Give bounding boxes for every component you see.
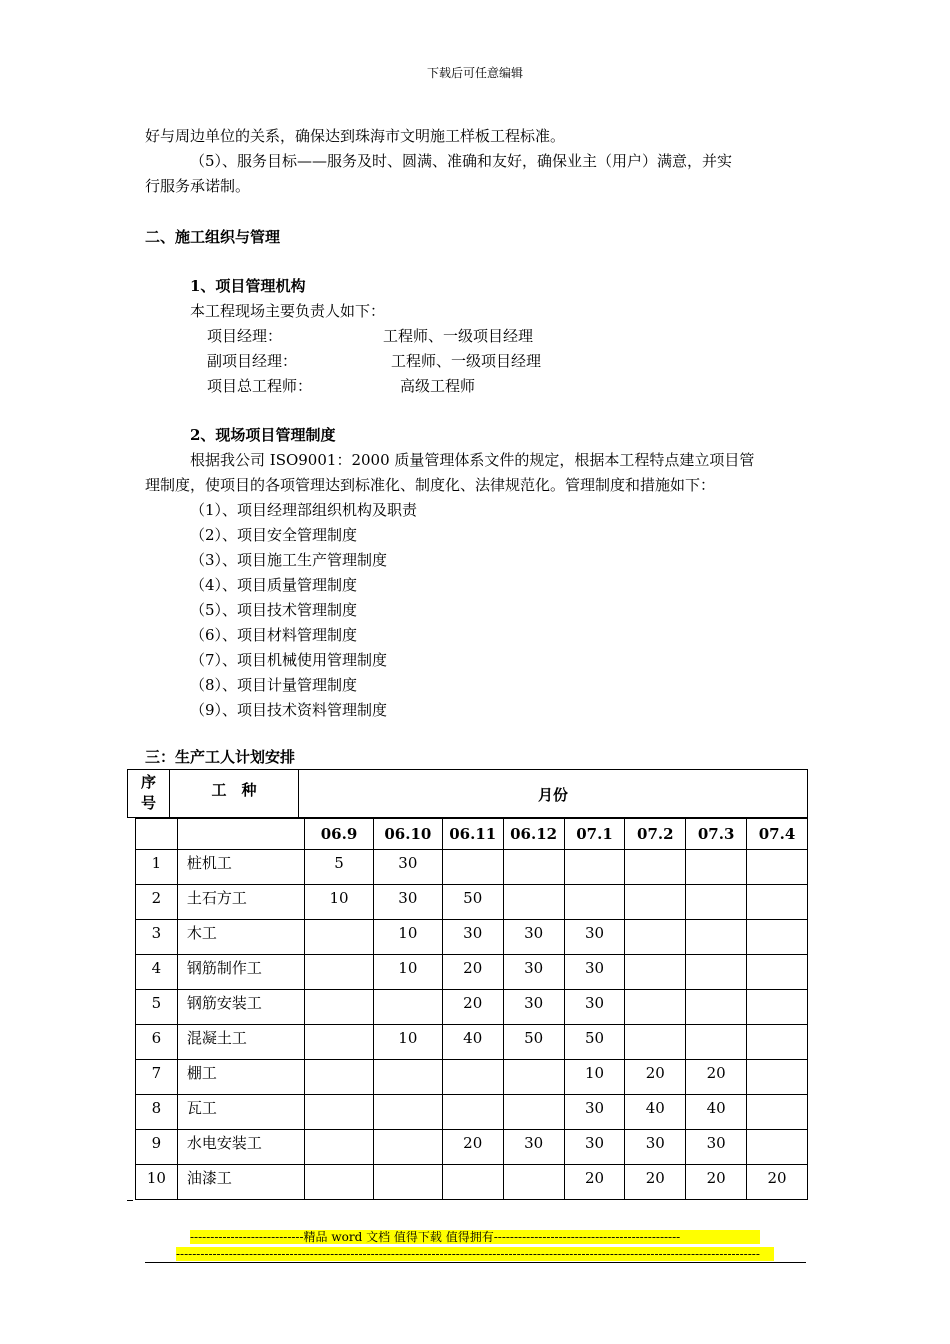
worker-count-cell bbox=[442, 1165, 503, 1200]
worker-count-cell: 10 bbox=[305, 885, 374, 920]
worker-count-cell: 40 bbox=[442, 1025, 503, 1060]
row-number: 6 bbox=[136, 1025, 178, 1060]
worker-count-cell: 20 bbox=[442, 1130, 503, 1165]
worker-count-cell: 10 bbox=[564, 1060, 625, 1095]
list-item: （7）、项目机械使用管理制度 bbox=[190, 651, 388, 669]
worker-count-cell bbox=[305, 1060, 374, 1095]
table-row bbox=[136, 1165, 808, 1200]
worker-count-cell: 30 bbox=[564, 955, 625, 990]
header-seq bbox=[128, 770, 170, 817]
table-row bbox=[136, 850, 808, 885]
worker-count-cell: 40 bbox=[686, 1095, 747, 1130]
worker-count-cell bbox=[747, 990, 808, 1025]
worker-count-cell bbox=[442, 1095, 503, 1130]
list-item: （6）、项目材料管理制度 bbox=[190, 626, 358, 644]
staff-role: 副项目经理： bbox=[207, 352, 298, 370]
list-item: （4）、项目质量管理制度 bbox=[190, 576, 358, 594]
worker-count-cell bbox=[442, 850, 503, 885]
work-type: 混凝土工 bbox=[177, 1025, 304, 1060]
footer-banner-line: ------------------------------------------------------------------------------------------------------------------------------------------------ bbox=[176, 1247, 774, 1261]
worker-count-cell bbox=[373, 990, 442, 1025]
paragraph-line: 行服务承诺制。 bbox=[145, 177, 251, 195]
worker-count-cell: 20 bbox=[625, 1165, 686, 1200]
staff-title: 高级工程师 bbox=[400, 377, 476, 395]
worker-count-cell: 20 bbox=[442, 990, 503, 1025]
month-header-cell: 06.12 bbox=[503, 819, 564, 850]
worker-count-cell: 30 bbox=[686, 1130, 747, 1165]
worker-count-cell bbox=[747, 920, 808, 955]
worker-count-cell bbox=[686, 1025, 747, 1060]
divider bbox=[127, 1200, 133, 1201]
paragraph-line: 好与周边单位的关系，确保达到珠海市文明施工样板工程标准。 bbox=[145, 127, 566, 145]
table-row bbox=[136, 1130, 808, 1165]
row-number: 10 bbox=[136, 1165, 178, 1200]
worker-count-cell: 20 bbox=[747, 1165, 808, 1200]
worker-count-cell: 20 bbox=[625, 1060, 686, 1095]
work-type: 水电安装工 bbox=[177, 1130, 304, 1165]
list-item: （9）、项目技术资料管理制度 bbox=[190, 701, 388, 719]
header-seq-line1: 序 bbox=[140, 773, 156, 791]
worker-count-cell bbox=[503, 1060, 564, 1095]
month-header-row bbox=[136, 819, 808, 850]
work-type: 桩机工 bbox=[177, 850, 304, 885]
work-type: 钢筋制作工 bbox=[177, 955, 304, 990]
paragraph-line: （5）、服务目标——服务及时、圆满、准确和友好，确保业主（用户）满意，并实 bbox=[190, 152, 733, 170]
worker-count-cell: 20 bbox=[564, 1165, 625, 1200]
worker-count-cell bbox=[686, 990, 747, 1025]
worker-count-cell: 50 bbox=[442, 885, 503, 920]
section-heading: 二、施工组织与管理 bbox=[145, 228, 281, 246]
staff-role: 项目总工程师： bbox=[207, 377, 313, 395]
row-number: 3 bbox=[136, 920, 178, 955]
table-header bbox=[127, 769, 808, 818]
worker-count-cell: 20 bbox=[686, 1165, 747, 1200]
worker-count-cell: 10 bbox=[373, 1025, 442, 1060]
row-number: 5 bbox=[136, 990, 178, 1025]
list-item: （3）、项目施工生产管理制度 bbox=[190, 551, 388, 569]
worker-count-cell bbox=[625, 920, 686, 955]
worker-count-cell: 30 bbox=[625, 1130, 686, 1165]
worker-count-cell: 30 bbox=[442, 920, 503, 955]
worker-count-cell bbox=[747, 885, 808, 920]
worker-count-cell: 10 bbox=[373, 955, 442, 990]
worker-count-cell bbox=[625, 990, 686, 1025]
paragraph-line: 根据我公司 ISO9001：2000 质量管理体系文件的规定，根据本工程特点建立项目管 bbox=[190, 451, 755, 469]
worker-count-cell bbox=[373, 1130, 442, 1165]
table-grid bbox=[135, 818, 808, 1200]
worker-count-cell: 20 bbox=[686, 1060, 747, 1095]
list-item: （5）、项目技术管理制度 bbox=[190, 601, 358, 619]
month-header-blank bbox=[177, 819, 304, 850]
table-row bbox=[136, 1025, 808, 1060]
section-heading: 三：生产工人计划安排 bbox=[145, 748, 296, 766]
footer-rule bbox=[145, 1262, 806, 1263]
row-number: 2 bbox=[136, 885, 178, 920]
worker-count-cell bbox=[305, 1130, 374, 1165]
worker-count-cell bbox=[625, 850, 686, 885]
table-row bbox=[136, 955, 808, 990]
worker-count-cell bbox=[305, 990, 374, 1025]
table-row bbox=[136, 1095, 808, 1130]
worker-count-cell bbox=[747, 1060, 808, 1095]
worker-count-cell bbox=[373, 1060, 442, 1095]
worker-count-cell: 30 bbox=[503, 1130, 564, 1165]
footer-banner: ----------------------------精品 word 文档 值得下载 值得拥有---------------------------------------------- bbox=[190, 1230, 760, 1244]
work-type: 油漆工 bbox=[177, 1165, 304, 1200]
worker-count-cell bbox=[625, 885, 686, 920]
month-header-cell: 06.9 bbox=[305, 819, 374, 850]
worker-count-cell: 30 bbox=[373, 885, 442, 920]
worker-count-cell bbox=[686, 920, 747, 955]
worker-count-cell: 30 bbox=[503, 920, 564, 955]
month-header-cell: 06.10 bbox=[373, 819, 442, 850]
work-type: 木工 bbox=[177, 920, 304, 955]
table-row bbox=[136, 1060, 808, 1095]
subsection-heading: 1、项目管理机构 bbox=[190, 277, 306, 295]
worker-count-cell: 20 bbox=[442, 955, 503, 990]
list-item: （1）、项目经理部组织机构及职责 bbox=[190, 501, 418, 519]
page-header: 下载后可任意编辑 bbox=[426, 66, 523, 80]
worker-count-cell: 30 bbox=[564, 1095, 625, 1130]
table-row bbox=[136, 920, 808, 955]
list-item: （2）、项目安全管理制度 bbox=[190, 526, 358, 544]
worker-count-cell: 40 bbox=[625, 1095, 686, 1130]
worker-count-cell bbox=[503, 1095, 564, 1130]
worker-count-cell bbox=[564, 885, 625, 920]
row-number: 8 bbox=[136, 1095, 178, 1130]
worker-count-cell bbox=[625, 1025, 686, 1060]
header-seq-line2: 号 bbox=[140, 794, 156, 812]
worker-count-cell bbox=[564, 850, 625, 885]
worker-count-cell bbox=[373, 1165, 442, 1200]
staff-title: 工程师、一级项目经理 bbox=[391, 352, 542, 370]
worker-count-cell bbox=[305, 1025, 374, 1060]
row-number: 9 bbox=[136, 1130, 178, 1165]
worker-count-cell bbox=[503, 1165, 564, 1200]
work-type: 土石方工 bbox=[177, 885, 304, 920]
row-number: 4 bbox=[136, 955, 178, 990]
subsection-heading: 2、现场项目管理制度 bbox=[190, 426, 336, 444]
worker-count-cell bbox=[625, 955, 686, 990]
worker-count-cell: 30 bbox=[503, 990, 564, 1025]
worker-count-cell: 30 bbox=[373, 850, 442, 885]
worker-count-cell bbox=[305, 1095, 374, 1130]
worker-count-cell bbox=[686, 955, 747, 990]
worker-count-cell: 50 bbox=[564, 1025, 625, 1060]
paragraph-line: 本工程现场主要负责人如下： bbox=[190, 302, 386, 320]
month-header-cell: 07.2 bbox=[625, 819, 686, 850]
worker-count-cell bbox=[503, 885, 564, 920]
worker-count-cell: 50 bbox=[503, 1025, 564, 1060]
worker-count-cell bbox=[686, 850, 747, 885]
staff-title: 工程师、一级项目经理 bbox=[383, 327, 534, 345]
work-type: 棚工 bbox=[177, 1060, 304, 1095]
worker-count-cell bbox=[305, 955, 374, 990]
worker-count-cell bbox=[747, 1025, 808, 1060]
worker-count-cell bbox=[503, 850, 564, 885]
worker-count-cell: 10 bbox=[373, 920, 442, 955]
work-type: 钢筋安装工 bbox=[177, 990, 304, 1025]
table-row bbox=[136, 990, 808, 1025]
worker-count-cell bbox=[747, 1130, 808, 1165]
month-header-cell: 06.11 bbox=[442, 819, 503, 850]
worker-count-cell bbox=[442, 1060, 503, 1095]
month-header-cell: 07.3 bbox=[686, 819, 747, 850]
month-header-blank bbox=[136, 819, 178, 850]
header-month: 月份 bbox=[537, 786, 568, 804]
worker-count-cell bbox=[305, 920, 374, 955]
worker-count-cell: 30 bbox=[564, 990, 625, 1025]
paragraph-line: 理制度，使项目的各项管理达到标准化、制度化、法律规范化。管理制度和措施如下： bbox=[145, 476, 716, 494]
month-header-cell: 07.4 bbox=[747, 819, 808, 850]
header-type: 工 种 bbox=[170, 770, 299, 817]
worker-count-cell: 5 bbox=[305, 850, 374, 885]
list-item: （8）、项目计量管理制度 bbox=[190, 676, 358, 694]
staff-role: 项目经理： bbox=[207, 327, 283, 345]
worker-count-cell bbox=[305, 1165, 374, 1200]
worker-count-cell: 30 bbox=[503, 955, 564, 990]
worker-count-cell: 30 bbox=[564, 920, 625, 955]
worker-count-cell: 30 bbox=[564, 1130, 625, 1165]
row-number: 7 bbox=[136, 1060, 178, 1095]
month-header-cell: 07.1 bbox=[564, 819, 625, 850]
worker-count-cell bbox=[747, 850, 808, 885]
row-number: 1 bbox=[136, 850, 178, 885]
worker-count-cell bbox=[747, 955, 808, 990]
worker-count-cell bbox=[373, 1095, 442, 1130]
table-row bbox=[136, 885, 808, 920]
worker-count-cell bbox=[747, 1095, 808, 1130]
work-type: 瓦工 bbox=[177, 1095, 304, 1130]
worker-count-cell bbox=[686, 885, 747, 920]
